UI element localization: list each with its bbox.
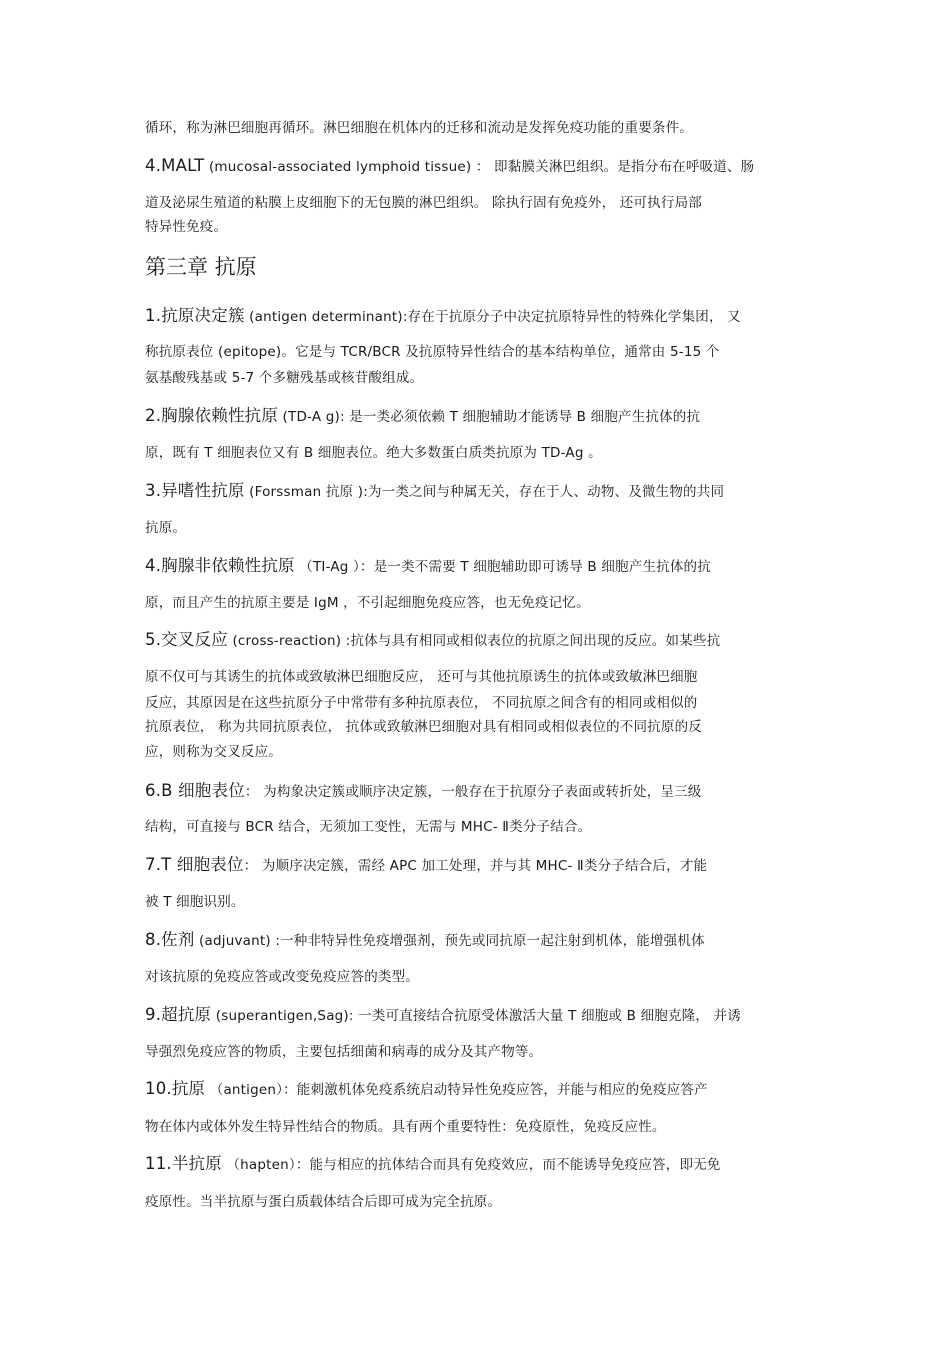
term-definition: (Forssman 抗原 ):为一类之间与种属无关，存在于人、动物、及微生物的共同 (244, 484, 725, 500)
term-entry-10 (145, 1079, 708, 1099)
text-line: 导强烈免疫应答的物质，主要包括细菌和病毒的成分及其产物等。 (145, 1044, 543, 1060)
term-definition: (cross-reaction) :抗体与具有相同或相似表位的抗原之间出现的反应。如某些抗 (227, 633, 721, 649)
text-line: 物在体内或体外发生特异性结合的物质。具有两个重要特性：免疫原性，免疫反应性。 (145, 1119, 666, 1135)
text-line: 反应，其原因是在这些抗原分子中常带有多种抗原表位， 不同抗原之间含有的相同或相似的 (145, 695, 698, 711)
term-definition: ： 为顺序决定簇，需经 APC 加工处理，并与其 MHC- Ⅱ类分子结合后，才能 (243, 858, 708, 874)
chapter-title: 第三章 抗原 (145, 255, 257, 279)
text-line: 循环，称为淋巴细胞再循环。淋巴细胞在机体内的迁移和流动是发挥免疫功能的重要条件。 (145, 120, 693, 136)
text-line: 原不仅可与其诱生的抗体或致敏淋巴细胞反应， 还可与其他抗原诱生的抗体或致敏淋巴细胞 (145, 669, 698, 685)
text-line: 称抗原表位 (epitope)。它是与 TCR/BCR 及抗原特异性结合的基本结构单位，通常由 5-15 个 (145, 344, 720, 360)
term-definition: (TD-A g): 是一类必须依赖 T 细胞辅助才能诱导 B 细胞产生抗体的抗 (278, 409, 701, 425)
text-line: 道及泌尿生殖道的粘膜上皮细胞下的无包膜的淋巴组织。 除执行固有免疫外， 还可执行局部 (145, 195, 702, 211)
term-entry-5 (145, 630, 720, 650)
text-line: 结构，可直接与 BCR 结合，无须加工变性，无需与 MHC- Ⅱ类分子结合。 (145, 819, 592, 835)
term-entry-11 (145, 1154, 721, 1174)
term-title: 10.抗原 (145, 1079, 206, 1098)
term-definition: (mucosal-associated lymphoid tissue) ： 即黏膜关淋巴组织。是指分布在呼吸道、肠 (204, 159, 755, 175)
text-line: 氨基酸残基或 5-7 个多糖残基或核苷酸组成。 (145, 370, 424, 386)
term-definition: ： 为构象决定簇或顺序决定簇，一般存在于抗原分子表面或转折处，呈三级 (244, 784, 702, 800)
term-entry-2 (145, 406, 700, 426)
term-title: 2.胸腺依赖性抗原 (145, 406, 279, 425)
term-title: 9.超抗原 (145, 1005, 212, 1024)
text-line: 被 T 细胞识别。 (145, 894, 245, 910)
text-line: 原，而且产生的抗原主要是 IgM ，不引起细胞免疫应答，也无免疫记忆。 (145, 595, 590, 611)
term-entry-7 (145, 855, 707, 875)
term-entry-3 (145, 481, 724, 501)
term-entry-8 (145, 930, 705, 950)
term-entry-4 (145, 556, 711, 576)
term-definition: （TI-Ag ）：是一类不需要 T 细胞辅助即可诱导 B 细胞产生抗体的抗 (294, 559, 711, 575)
term-title: 7.T 细胞表位 (145, 855, 244, 874)
term-title: 11.半抗原 (145, 1154, 222, 1173)
term-definition: （hapten）：能与相应的抗体结合而具有免疫效应，而不能诱导免疫应答，即无免 (221, 1157, 721, 1173)
term-entry-6 (145, 781, 702, 801)
term-definition: (superantigen,Sag): 一类可直接结合抗原受体激活大量 T 细胞或 B 细胞克隆， 并诱 (211, 1008, 741, 1024)
text-line: 应，则称为交叉反应。 (145, 744, 282, 760)
term-entry-malt (145, 156, 754, 176)
term-title: 3.异嗜性抗原 (145, 481, 245, 500)
term-title: 4.胸腺非依赖性抗原 (145, 556, 295, 575)
text-line: 抗原。 (145, 520, 187, 536)
term-title: 6.B 细胞表位 (145, 781, 245, 800)
term-title: 8.佐剂 (145, 930, 195, 949)
text-line: 对该抗原的免疫应答或改变免疫应答的类型。 (145, 969, 419, 985)
term-title: 1.抗原决定簇 (145, 306, 245, 325)
text-line: 特异性免疫。 (145, 219, 228, 235)
term-definition: (antigen determinant):存在于抗原分子中决定抗原特异性的特殊化学集团， 又 (244, 309, 741, 325)
term-definition: （antigen）：能刺激机体免疫系统启动特异性免疫应答，并能与相应的免疫应答产 (205, 1082, 708, 1098)
text-line: 抗原表位， 称为共同抗原表位， 抗体或致敏淋巴细胞对具有相同或相似表位的不同抗原的反 (145, 719, 702, 735)
term-definition: (adjuvant) :一种非特异性免疫增强剂，预先或同抗原一起注射到机体，能增强机体 (194, 933, 705, 949)
term-entry-9 (145, 1005, 741, 1025)
term-title: 5.交叉反应 (145, 630, 228, 649)
term-title: 4.MALT (145, 156, 205, 175)
term-entry-1 (145, 306, 741, 326)
text-line: 原，既有 T 细胞表位又有 B 细胞表位。绝大多数蛋白质类抗原为 TD-Ag 。 (145, 445, 602, 461)
text-line: 疫原性。当半抗原与蛋白质载体结合后即可成为完全抗原。 (145, 1194, 502, 1210)
